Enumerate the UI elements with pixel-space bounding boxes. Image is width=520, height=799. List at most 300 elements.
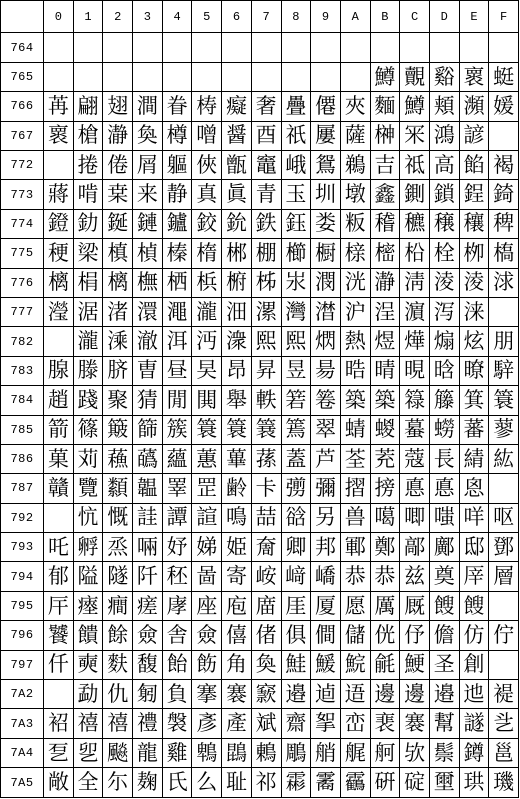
glyph-cell: 閒 <box>162 386 192 415</box>
glyph-cell <box>459 33 489 62</box>
glyph-cell: 奢 <box>251 92 281 121</box>
glyph-cell: 蟇 <box>400 415 430 444</box>
glyph-cell: 吒 <box>44 533 74 562</box>
glyph-cell: 鳴 <box>222 503 252 532</box>
glyph-cell: 蓽 <box>222 444 252 473</box>
glyph-cell: 邉 <box>429 680 459 709</box>
table-row <box>1 180 519 209</box>
row-label: 786 <box>1 444 44 473</box>
glyph-cell: 梁 <box>73 239 103 268</box>
glyph-cell: 峦 <box>340 709 370 738</box>
glyph-cell: 炫 <box>459 327 489 356</box>
glyph-cell: 熙 <box>281 327 311 356</box>
glyph-cell: 秠 <box>162 562 192 591</box>
glyph-cell: 枽 <box>103 180 133 209</box>
glyph-cell: 鵯 <box>192 738 222 767</box>
glyph-cell: 侊 <box>370 621 400 650</box>
glyph-cell: 瀧 <box>192 297 222 326</box>
glyph-cell: 栖 <box>162 268 192 297</box>
glyph-cell: 耻 <box>222 768 252 798</box>
glyph-cell: 栓 <box>429 239 459 268</box>
glyph-cell: 頬 <box>429 92 459 121</box>
glyph-cell: 灣 <box>281 297 311 326</box>
glyph-cell: 艉 <box>340 738 370 767</box>
glyph-cell: 厦 <box>311 591 341 620</box>
glyph-cell: 粄 <box>340 209 370 238</box>
glyph-cell: 齢 <box>222 474 252 503</box>
glyph-cell: 熙 <box>251 327 281 356</box>
glyph-cell: 褐 <box>489 151 519 180</box>
glyph-cell: 硏 <box>370 768 400 798</box>
glyph-cell: 嶠 <box>311 562 341 591</box>
column-header: C <box>400 1 430 33</box>
glyph-cell: 澴 <box>133 297 163 326</box>
glyph-cell: 窾 <box>251 680 281 709</box>
glyph-cell: 欤 <box>400 738 430 767</box>
glyph-cell: 禮 <box>133 709 163 738</box>
glyph-cell <box>44 327 74 356</box>
glyph-cell: 腺 <box>44 356 74 385</box>
glyph-cell: 苅 <box>73 444 103 473</box>
glyph-cell: 脐 <box>103 356 133 385</box>
glyph-cell: 鴻 <box>429 121 459 150</box>
corner-cell <box>1 1 44 33</box>
glyph-cell: 朋 <box>489 327 519 356</box>
glyph-cell: 癡 <box>222 92 252 121</box>
glyph-cell: 熌 <box>311 327 341 356</box>
glyph-cell: 嗤 <box>429 503 459 532</box>
glyph-cell <box>251 62 281 91</box>
row-label: 787 <box>1 474 44 503</box>
glyph-cell: 忼 <box>73 503 103 532</box>
glyph-cell: 簑 <box>192 415 222 444</box>
glyph-cell: 漯 <box>251 297 281 326</box>
glyph-cell <box>489 650 519 679</box>
glyph-cell: 斌 <box>251 709 281 738</box>
glyph-cell: 褩 <box>162 709 192 738</box>
glyph-cell: 酉 <box>251 121 281 150</box>
glyph-cell: 袑 <box>44 709 74 738</box>
glyph-cell: 厗 <box>459 562 489 591</box>
row-label: 764 <box>1 33 44 62</box>
glyph-cell: 樆 <box>103 268 133 297</box>
glyph-cell: 雞 <box>162 738 192 767</box>
glyph-cell: 涺 <box>73 297 103 326</box>
glyph-cell: 鴛 <box>311 151 341 180</box>
glyph-cell: 飴 <box>162 650 192 679</box>
table-row <box>1 650 519 679</box>
glyph-cell: 呕 <box>489 503 519 532</box>
glyph-cell: 橱 <box>311 239 341 268</box>
row-label: 7A3 <box>1 709 44 738</box>
glyph-cell: 沺 <box>222 297 252 326</box>
table-row <box>1 356 519 385</box>
glyph-cell: 鬃 <box>429 738 459 767</box>
glyph-cell: 荃 <box>340 444 370 473</box>
row-label: 782 <box>1 327 44 356</box>
glyph-cell: 穮 <box>400 209 430 238</box>
glyph-cell: 覿 <box>400 62 430 91</box>
glyph-cell: 澠 <box>162 297 192 326</box>
glyph-cell: 麩 <box>103 650 133 679</box>
glyph-cell: 簶 <box>400 386 430 415</box>
glyph-cell: 洸 <box>340 268 370 297</box>
glyph-cell: 兽 <box>340 503 370 532</box>
glyph-cell: 潨 <box>222 327 252 356</box>
glyph-cell: 僴 <box>311 621 341 650</box>
table-row <box>1 738 519 767</box>
table-row <box>1 151 519 180</box>
column-header: 6 <box>222 1 252 33</box>
glyph-cell: 鮭 <box>281 650 311 679</box>
glyph-cell: 鈺 <box>281 209 311 238</box>
glyph-cell: 蟧 <box>429 415 459 444</box>
glyph-cell: 樽 <box>162 121 192 150</box>
glyph-cell <box>73 33 103 62</box>
glyph-cell: 軀 <box>162 151 192 180</box>
glyph-cell: 箭 <box>44 415 74 444</box>
glyph-cell: 蘓 <box>103 444 133 473</box>
glyph-cell: 蜓 <box>489 62 519 91</box>
glyph-cell: 僉 <box>133 621 163 650</box>
glyph-cell: 全 <box>73 768 103 798</box>
glyph-cell: 恭 <box>370 562 400 591</box>
glyph-cell: 墩 <box>340 180 370 209</box>
row-label: 767 <box>1 121 44 150</box>
glyph-cell: 祗 <box>400 151 430 180</box>
row-label: 793 <box>1 533 44 562</box>
row-label: 776 <box>1 268 44 297</box>
glyph-cell <box>133 33 163 62</box>
glyph-cell <box>44 503 74 532</box>
glyph-cell <box>429 33 459 62</box>
glyph-cell: 兹 <box>400 562 430 591</box>
glyph-cell: 啃 <box>73 180 103 209</box>
glyph-cell: 眞 <box>222 180 252 209</box>
glyph-cell: 谿 <box>429 62 459 91</box>
glyph-cell: 郁 <box>44 562 74 591</box>
glyph-cell: 郴 <box>222 239 252 268</box>
glyph-cell: 篩 <box>133 415 163 444</box>
glyph-cell: 椨 <box>222 268 252 297</box>
glyph-cell: 瘞 <box>73 591 103 620</box>
glyph-cell: 鐏 <box>459 738 489 767</box>
row-label: 775 <box>1 239 44 268</box>
glyph-cell: 吉 <box>370 151 400 180</box>
glyph-cell: 梋 <box>73 268 103 297</box>
glyph-cell: 閧 <box>192 386 222 415</box>
glyph-cell: 趙 <box>44 386 74 415</box>
glyph-cell: 睪 <box>162 474 192 503</box>
glyph-cell: 鉸 <box>192 209 222 238</box>
glyph-cell: 啚 <box>192 562 222 591</box>
glyph-cell: 﨑 <box>281 562 311 591</box>
row-label: 794 <box>1 562 44 591</box>
glyph-cell: 真 <box>192 180 222 209</box>
glyph-cell: 僊 <box>311 92 341 121</box>
glyph-cell: 飈 <box>103 738 133 767</box>
glyph-cell: 榛 <box>162 239 192 268</box>
glyph-cell: 倦 <box>103 151 133 180</box>
glyph-cell: 屑 <box>133 151 163 180</box>
glyph-cell: 烝 <box>103 533 133 562</box>
glyph-cell: 搴 <box>192 680 222 709</box>
glyph-cell <box>103 33 133 62</box>
glyph-cell: 晛 <box>400 356 430 385</box>
glyph-cell <box>73 62 103 91</box>
glyph-cell: 榊 <box>370 121 400 150</box>
glyph-cell: 舎 <box>162 621 192 650</box>
glyph-cell: 娄 <box>311 209 341 238</box>
glyph-cell: 彥 <box>192 709 222 738</box>
glyph-cell: 冞 <box>400 121 430 150</box>
glyph-cell: 鄧 <box>489 533 519 562</box>
glyph-cell: 稽 <box>370 209 400 238</box>
glyph-cell: 餿 <box>429 591 459 620</box>
glyph-cell: 儲 <box>340 621 370 650</box>
glyph-cell: 彌 <box>311 474 341 503</box>
glyph-cell: 眷 <box>162 92 192 121</box>
glyph-cell: 樒 <box>370 239 400 268</box>
glyph-cell: 滕 <box>73 356 103 385</box>
row-label: 783 <box>1 356 44 385</box>
glyph-cell: 芦 <box>311 444 341 473</box>
glyph-cell: 庖 <box>222 591 252 620</box>
glyph-cell: 禧 <box>103 709 133 738</box>
glyph-cell: 幫 <box>429 709 459 738</box>
glyph-cell <box>251 33 281 62</box>
glyph-cell: 仿 <box>459 621 489 650</box>
row-label: 797 <box>1 650 44 679</box>
glyph-cell: 軼 <box>251 386 281 415</box>
glyph-cell: 噌 <box>192 121 222 150</box>
column-header: 0 <box>44 1 74 33</box>
glyph-cell: 鯇 <box>340 650 370 679</box>
glyph-cell: 屢 <box>311 121 341 150</box>
table-row <box>1 591 519 620</box>
glyph-cell: 鄺 <box>429 533 459 562</box>
glyph-cell: 餿 <box>459 591 489 620</box>
glyph-cell: 籐 <box>429 386 459 415</box>
glyph-cell: 翅 <box>103 92 133 121</box>
glyph-cell <box>281 62 311 91</box>
glyph-cell: 蓼 <box>489 415 519 444</box>
glyph-cell <box>44 62 74 91</box>
glyph-cell: 佇 <box>489 621 519 650</box>
glyph-cell: 裵 <box>370 709 400 738</box>
glyph-cell: 儋 <box>429 621 459 650</box>
glyph-cell: 茺 <box>370 444 400 473</box>
glyph-cell: 咩 <box>459 503 489 532</box>
glyph-cell: 氏 <box>162 768 192 798</box>
glyph-cell: 厲 <box>370 591 400 620</box>
glyph-cell: 仟 <box>44 650 74 679</box>
glyph-cell: 褰 <box>400 709 430 738</box>
column-header: 2 <box>103 1 133 33</box>
glyph-cell: 俱 <box>281 621 311 650</box>
glyph-cell: 逜 <box>340 680 370 709</box>
glyph-cell: 僉 <box>192 621 222 650</box>
column-header-row <box>1 1 519 33</box>
glyph-cell: 暸 <box>459 356 489 385</box>
glyph-cell: 紘 <box>489 444 519 473</box>
glyph-cell: 簸 <box>103 415 133 444</box>
glyph-cell: 馥 <box>133 650 163 679</box>
glyph-cell: 挐 <box>311 709 341 738</box>
glyph-cell: 摺 <box>340 474 370 503</box>
glyph-cell: 搒 <box>370 474 400 503</box>
glyph-cell: 燁 <box>400 327 430 356</box>
glyph-cell: 麹 <box>133 768 163 798</box>
glyph-cell: 厈 <box>44 591 74 620</box>
table-row <box>1 474 519 503</box>
table-row <box>1 562 519 591</box>
table-row <box>1 503 519 532</box>
glyph-cell: 蜻 <box>340 415 370 444</box>
glyph-cell: 綪 <box>459 444 489 473</box>
glyph-cell: 創 <box>459 650 489 679</box>
glyph-cell: 蕃 <box>459 415 489 444</box>
table-row <box>1 327 519 356</box>
glyph-cell: 煜 <box>370 327 400 356</box>
column-header: 5 <box>192 1 222 33</box>
glyph-cell <box>311 62 341 91</box>
glyph-cell <box>370 33 400 62</box>
glyph-cell: 淸 <box>400 268 430 297</box>
glyph-cell: 涞 <box>459 297 489 326</box>
glyph-cell: 仇 <box>103 680 133 709</box>
glyph-cell: 邦 <box>311 533 341 562</box>
column-header: D <box>429 1 459 33</box>
glyph-cell: 邉 <box>281 680 311 709</box>
glyph-cell: 圣 <box>429 650 459 679</box>
table-row <box>1 709 519 738</box>
glyph-cell: 喆 <box>251 503 281 532</box>
glyph-cell: 翩 <box>73 92 103 121</box>
glyph-cell: 厩 <box>400 591 430 620</box>
glyph-cell: 篶 <box>281 415 311 444</box>
glyph-cell: 夾 <box>340 92 370 121</box>
row-label: 7A4 <box>1 738 44 767</box>
glyph-cell: 迆 <box>459 680 489 709</box>
glyph-cell: 尓 <box>103 768 133 798</box>
glyph-cell: 麵 <box>370 92 400 121</box>
glyph-cell: 菓 <box>44 444 74 473</box>
glyph-cell: 高 <box>429 151 459 180</box>
glyph-cell: 座 <box>192 591 222 620</box>
glyph-cell: 棚 <box>251 239 281 268</box>
glyph-cell: 祇 <box>281 121 311 150</box>
glyph-cell <box>192 62 222 91</box>
column-header: 7 <box>251 1 281 33</box>
glyph-cell: 昂 <box>222 356 252 385</box>
glyph-cell: 浗 <box>489 268 519 297</box>
table-row <box>1 444 519 473</box>
glyph-cell: 姫 <box>222 533 252 562</box>
glyph-cell: 舸 <box>370 738 400 767</box>
glyph-cell: 蘤 <box>133 444 163 473</box>
glyph-cell: 稗 <box>489 209 519 238</box>
glyph-cell: 騂 <box>489 356 519 385</box>
glyph-cell: 簑 <box>222 415 252 444</box>
glyph-cell: 箞 <box>311 386 341 415</box>
glyph-cell: 艄 <box>311 738 341 767</box>
glyph-cell: 唧 <box>400 503 430 532</box>
glyph-cell: 噶 <box>370 503 400 532</box>
glyph-cell: 褱 <box>459 62 489 91</box>
glyph-cell: 鉄 <box>251 209 281 238</box>
glyph-cell <box>222 33 252 62</box>
table-row <box>1 297 519 326</box>
glyph-cell: 奭 <box>73 650 103 679</box>
table-row <box>1 209 519 238</box>
row-label: 7A5 <box>1 768 44 798</box>
glyph-cell: 恭 <box>340 562 370 591</box>
column-header: 9 <box>311 1 341 33</box>
glyph-cell: 角 <box>222 650 252 679</box>
glyph-cell: 稉 <box>44 239 74 268</box>
glyph-cell <box>192 33 222 62</box>
glyph-cell: 舉 <box>222 386 252 415</box>
glyph-cell: 負 <box>162 680 192 709</box>
glyph-cell: 静 <box>162 180 192 209</box>
glyph-cell: 奝 <box>251 533 281 562</box>
glyph-cell: 煽 <box>429 327 459 356</box>
table-row <box>1 239 519 268</box>
glyph-cell: 圳 <box>311 180 341 209</box>
glyph-cell: 濵 <box>400 297 430 326</box>
table-row <box>1 533 519 562</box>
glyph-cell <box>340 33 370 62</box>
column-header: A <box>340 1 370 33</box>
glyph-cell: 產 <box>222 709 252 738</box>
glyph-cell: 勐 <box>73 680 103 709</box>
glyph-cell: 翠 <box>311 415 341 444</box>
glyph-cell: 澘 <box>311 297 341 326</box>
glyph-cell: 鍘 <box>400 180 430 209</box>
glyph-cell: 譢 <box>459 709 489 738</box>
column-header: 4 <box>162 1 192 33</box>
glyph-cell: 晗 <box>429 356 459 385</box>
glyph-cell: 簔 <box>251 415 281 444</box>
glyph-cell: 鏈 <box>133 209 163 238</box>
column-header: E <box>459 1 489 33</box>
row-label: 792 <box>1 503 44 532</box>
glyph-cell: 柗 <box>400 239 430 268</box>
glyph-cell: 逌 <box>311 680 341 709</box>
glyph-cell <box>162 33 192 62</box>
glyph-cell: 箬 <box>281 386 311 415</box>
glyph-cell: 晧 <box>340 356 370 385</box>
glyph-cell: 築 <box>370 386 400 415</box>
glyph-cell: 鱒 <box>370 62 400 91</box>
column-header: B <box>370 1 400 33</box>
table-row <box>1 268 519 297</box>
glyph-cell: 猜 <box>133 386 163 415</box>
glyph-cell <box>162 62 192 91</box>
glyph-cell: 瀞 <box>103 121 133 150</box>
glyph-cell: 青 <box>251 180 281 209</box>
glyph-cell: 邸 <box>459 533 489 562</box>
glyph-cell: 築 <box>340 386 370 415</box>
glyph-cell: 梹 <box>192 268 222 297</box>
glyph-cell: 癎 <box>103 591 133 620</box>
glyph-cell: 谽 <box>281 503 311 532</box>
glyph-cell: 褆 <box>489 680 519 709</box>
glyph-cell: 疊 <box>281 92 311 121</box>
glyph-cell: 槍 <box>73 121 103 150</box>
table-row <box>1 121 519 150</box>
